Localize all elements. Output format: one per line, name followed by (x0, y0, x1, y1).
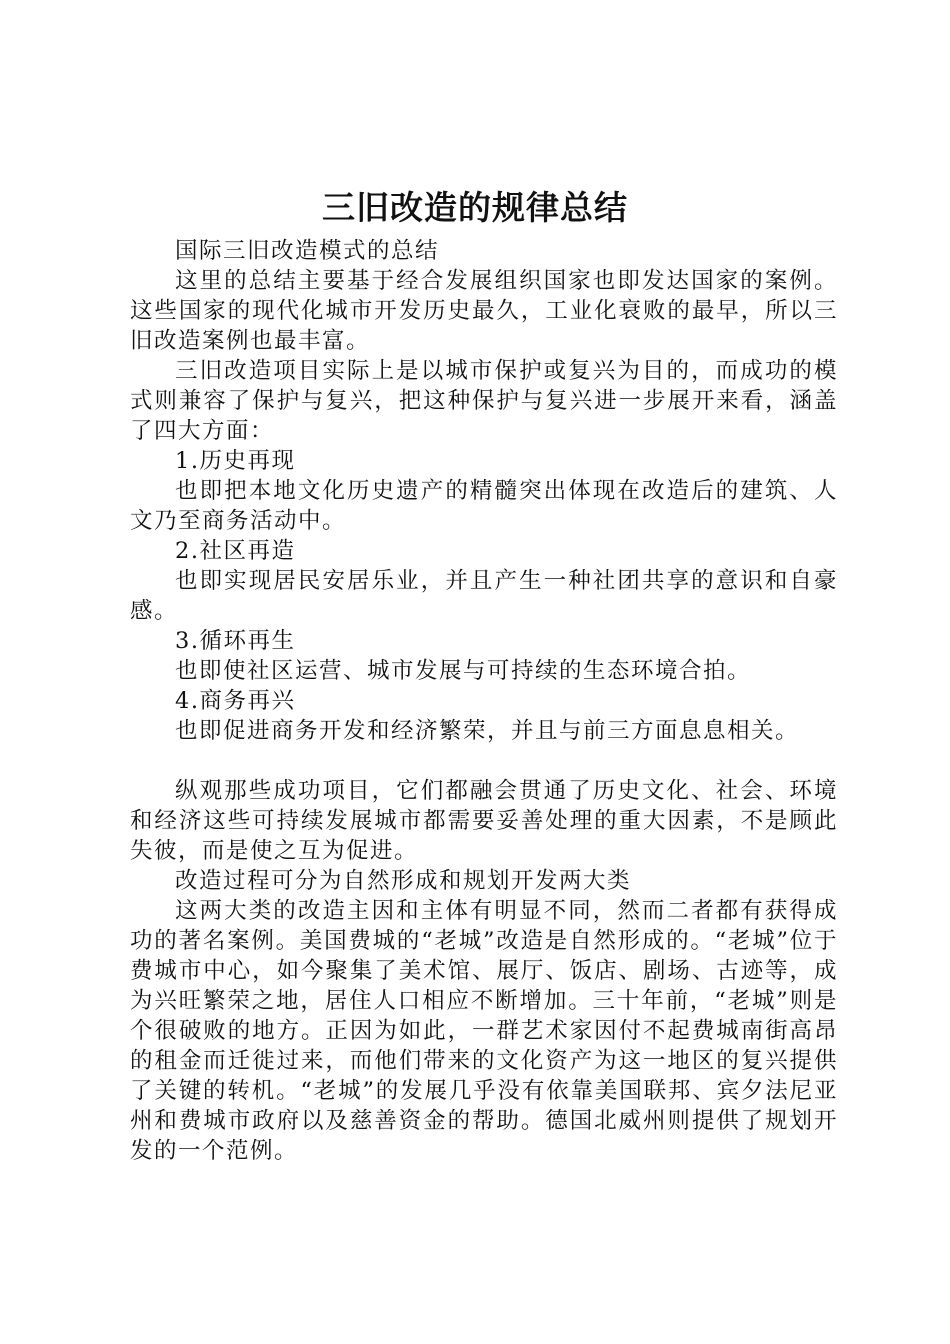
document-title: 三旧改造的规律总结 (322, 188, 628, 227)
blank-line (130, 746, 838, 776)
list-heading-1: 1.历史再现 (175, 448, 296, 474)
section-heading: 改造过程可分为自然形成和规划开发两大类 (175, 868, 632, 894)
body-paragraph: 这里的总结主要基于经合发展组织国家也即发达国家的案例。这些国家的现代化城市开发历史最久，工业化衰败的最早，所以三旧改造案例也最丰富。 (130, 268, 838, 354)
body-paragraph: 这两大类的改造主因和主体有明显不同，然而二者都有获得成功的著名案例。美国费城的“老城”改造是自然形成的。“老城”位于费城市中心，如今聚集了美术馆、展厅、饭店、剧场、古迹等，成为兴旺繁荣之地，居住人口相应不断增加。三十年前，“老城”则是个很破败的地方。正因为如此，一群艺术家因付不起费城南街高昂的租金而迁徙过来，而他们带来的文化资产为这一地区的复兴提供了关键的转机。“老城”的发展几乎没有依靠美国联邦、宾夕法尼亚州和费城市政府以及慈善资金的帮助。德国北威州则提供了规划开发的一个范例。 (130, 898, 838, 1164)
list-heading-4: 4.商务再兴 (175, 688, 296, 714)
document-body (130, 236, 838, 1166)
list-heading-2: 2.社区再造 (175, 538, 296, 564)
body-paragraph: 也即促进商务开发和经济繁荣，并且与前三方面息息相关。 (175, 718, 800, 744)
body-paragraph: 也即使社区运营、城市发展与可持续的生态环境合拍。 (175, 658, 752, 684)
body-paragraph: 也即实现居民安居乐业，并且产生一种社团共享的意识和自豪感。 (130, 568, 838, 624)
section-heading: 国际三旧改造模式的总结 (175, 238, 440, 264)
body-paragraph: 也即把本地文化历史遗产的精髓突出体现在改造后的建筑、人文乃至商务活动中。 (130, 478, 838, 534)
body-paragraph: 纵观那些成功项目，它们都融会贯通了历史文化、社会、环境和经济这些可持续发展城市都需要妥善处理的重大因素，不是顾此失彼，而是使之互为促进。 (130, 778, 838, 864)
list-heading-3: 3.循环再生 (175, 628, 296, 654)
body-paragraph: 三旧改造项目实际上是以城市保护或复兴为目的，而成功的模式则兼容了保护与复兴，把这种保护与复兴进一步展开来看，涵盖了四大方面： (130, 358, 838, 444)
